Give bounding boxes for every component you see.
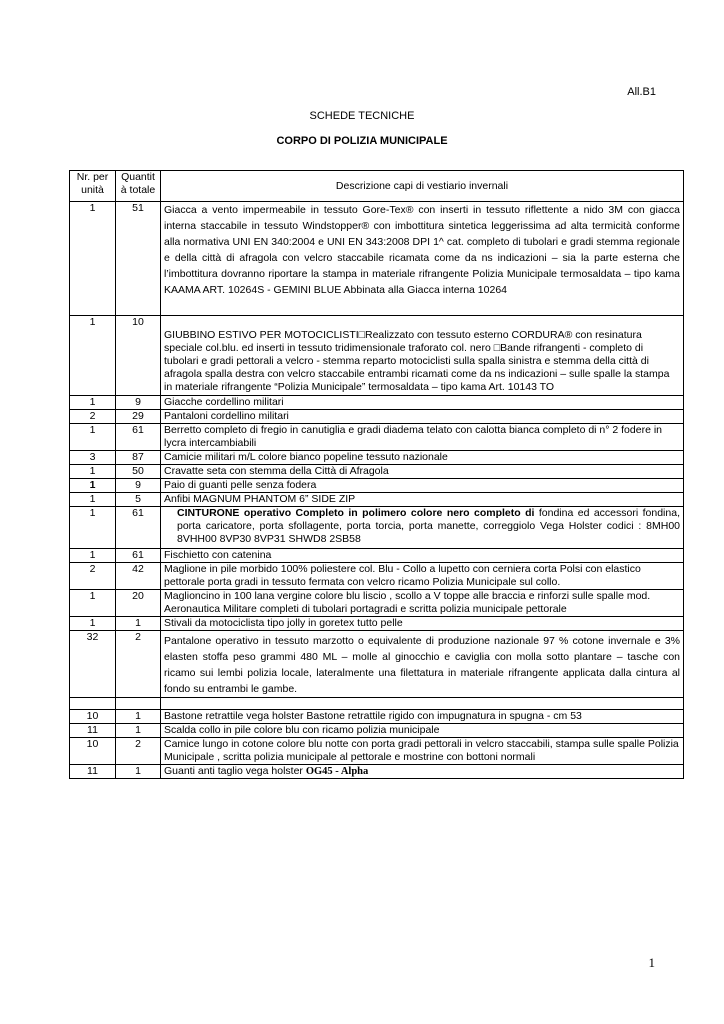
cell-qty-total: 5	[116, 493, 161, 507]
cell-description: Scalda collo in pile colore blu con ricamo polizia municipale	[161, 724, 684, 738]
cell-description: Pantalone operativo in tessuto marzotto o equivalente di produzione nazionale 97 % cotone invernale e 3% elasten stoffa peso grammi 480 ML – molle al ginocchio e caviglia con molla sotto plantare – tasche con ricamo sui lembi polizia locale, lateralmente una filettatura in materiale rifrangente applicata dalla cintura al fondo su entrambi le gambe.	[161, 631, 684, 698]
cell-qty-per-unit: 1	[70, 396, 116, 410]
cell-qty-total: 1	[116, 710, 161, 724]
cell-qty-total: 50	[116, 465, 161, 479]
cell-description: Maglioncino in 100 lana vergine colore blu liscio , scollo a V toppe alle braccia e rinforzi sulle spalle mod. Aeronautica Militare completi di tubolari portagradi e scritta polizia municipale pettorale	[161, 590, 684, 617]
cell-qty-total: 1	[116, 724, 161, 738]
cell-description: Giacca a vento impermeabile in tessuto Gore-Tex® con inserti in tessuto riflettente a nido 3M con giacca interna staccabile in tessuto Windstopper® con imbottitura sintetica leggerissima ad alta termicità conforme alla normativa UNI EN 340:2004 e UNI EN 343:2008 DPI 1^ cat. completo di tubolari e gradi stemma regionale e della città di afragola con velcro staccabile ricamata come da ns indicazioni – sia la parte esterna che l’imbottitura dovranno riportare la stampa in materiale rifrangente Polizia Municipale termosaldata – tipo kama KAAMA ART. 10264S - GEMINI BLUE Abbinata alla Giacca interna 10264	[161, 202, 684, 316]
cell-description: Cravatte seta con stemma della Città di Afragola	[161, 465, 684, 479]
cell-qty-per-unit: 1	[70, 316, 116, 396]
items-table	[69, 170, 684, 779]
cell-qty-per-unit: 1	[70, 479, 116, 493]
cell-qty-per-unit: 1	[70, 549, 116, 563]
cell-description: Giacche cordellino militari	[161, 396, 684, 410]
cell-qty-total: 51	[116, 202, 161, 316]
cell-qty-per-unit: 1	[70, 202, 116, 316]
page-number: 1	[648, 955, 655, 970]
cell-qty-per-unit: 32	[70, 631, 116, 698]
cell-description: Fischietto con catenina	[161, 549, 684, 563]
cell-description	[161, 507, 684, 549]
cell-qty-per-unit: 1	[70, 424, 116, 451]
cell-description: Paio di guanti pelle senza fodera	[161, 479, 684, 493]
description-code: OG45 - Alpha	[305, 766, 369, 777]
cell-qty-per-unit: 2	[70, 410, 116, 424]
description-bold-part: CINTURONE operativo Completo in polimero colore nero completo di	[177, 507, 535, 519]
cell-qty-per-unit: 3	[70, 451, 116, 465]
cell-qty-total: 2	[116, 631, 161, 698]
cell-description: Pantaloni cordellino militari	[161, 410, 684, 424]
cell-description: GIUBBINO ESTIVO PER MOTOCICLISTI□Realizzato con tessuto esterno CORDURA® con resinatura speciale col.blu. ed inserti in tessuto tridimensionale traforato col. nero □Bande rifrangenti - completo di tubolari e gradi pettorali a velcro - stemma reparto motociclisti sulla spalla sinistra e stemma della città di afragola spalla destra con velcro staccabile entrambi ricamati come da ns indicazioni – sulle spalle la stampa in materiale rifrangente “Polizia Municipale” termosaldata – tipo kama Art. 10143 TO	[161, 316, 684, 396]
cell-qty-per-unit: 11	[70, 765, 116, 779]
cell-qty-per-unit: 1	[70, 507, 116, 549]
cell-qty-total: 10	[116, 316, 161, 396]
cell-description: Camice lungo in cotone colore blu notte con porta gradi pettorali in velcro staccabili, stampa sulle spalle Polizia Municipale , scritta polizia municipale al pettorale e mostrine con bottoni normali	[161, 738, 684, 765]
cell-qty-total: 87	[116, 451, 161, 465]
empty-cell	[70, 698, 116, 710]
cell-qty-total: 9	[116, 479, 161, 493]
cell-qty-total: 61	[116, 549, 161, 563]
cell-qty-per-unit: 10	[70, 738, 116, 765]
cell-qty-total: 2	[116, 738, 161, 765]
doc-title: SCHEDE TECNICHE	[309, 110, 415, 122]
doc-subtitle: CORPO DI POLIZIA MUNICIPALE	[276, 135, 448, 147]
cell-qty-per-unit: 11	[70, 724, 116, 738]
cell-qty-total: 20	[116, 590, 161, 617]
cell-qty-total: 1	[116, 765, 161, 779]
cell-qty-total: 29	[116, 410, 161, 424]
cell-qty-per-unit: 10	[70, 710, 116, 724]
cell-qty-total: 61	[116, 424, 161, 451]
cell-qty-per-unit: 1	[70, 493, 116, 507]
cell-description: Camicie militari m/L colore bianco popeline tessuto nazionale	[161, 451, 684, 465]
cell-description	[161, 765, 684, 779]
cell-qty-total: 1	[116, 617, 161, 631]
attachment-ref: All.B1	[627, 86, 656, 98]
description-rest: fondina ed accessori fondina, porta caricatore, porta sfollagente, porta torcia, porta manette, correggiolo Vega Holster codici : 8MH00 8VHH00 8VP30 8VP31 SHWD8 2SB58	[177, 507, 680, 545]
cell-description: Anfibi MAGNUM PHANTOM 6” SIDE ZIP	[161, 493, 684, 507]
cell-qty-total: 61	[116, 507, 161, 549]
empty-cell	[116, 698, 161, 710]
description-text: Guanti anti taglio vega holster	[164, 765, 303, 777]
cell-qty-total: 9	[116, 396, 161, 410]
header-description: Descrizione capi di vestiario invernali	[161, 171, 684, 202]
cell-description: Bastone retrattile vega holster Bastone retrattile rigido con impugnatura in spugna - cm 53	[161, 710, 684, 724]
cell-qty-total: 42	[116, 563, 161, 590]
cell-qty-per-unit: 2	[70, 563, 116, 590]
cell-description: Berretto completo di fregio in canutiglia e gradi diadema telato con calotta bianca completo di n° 2 fodere in lycra intercambiabili	[161, 424, 684, 451]
header-qty-per-unit: Nr. per unità	[70, 171, 116, 202]
cell-qty-per-unit: 1	[70, 590, 116, 617]
cell-description: Stivali da motociclista tipo jolly in goretex tutto pelle	[161, 617, 684, 631]
cell-qty-per-unit: 1	[70, 465, 116, 479]
empty-cell	[161, 698, 684, 710]
cell-description: Maglione in pile morbido 100% poliestere col. Blu - Collo a lupetto con cerniera corta Polsi con elastico pettorale porta gradi in tessuto fermata con velcro ricamo Polizia Municipale sul collo.	[161, 563, 684, 590]
cell-qty-per-unit: 1	[70, 617, 116, 631]
header-qty-total: Quantit à totale	[116, 171, 161, 202]
